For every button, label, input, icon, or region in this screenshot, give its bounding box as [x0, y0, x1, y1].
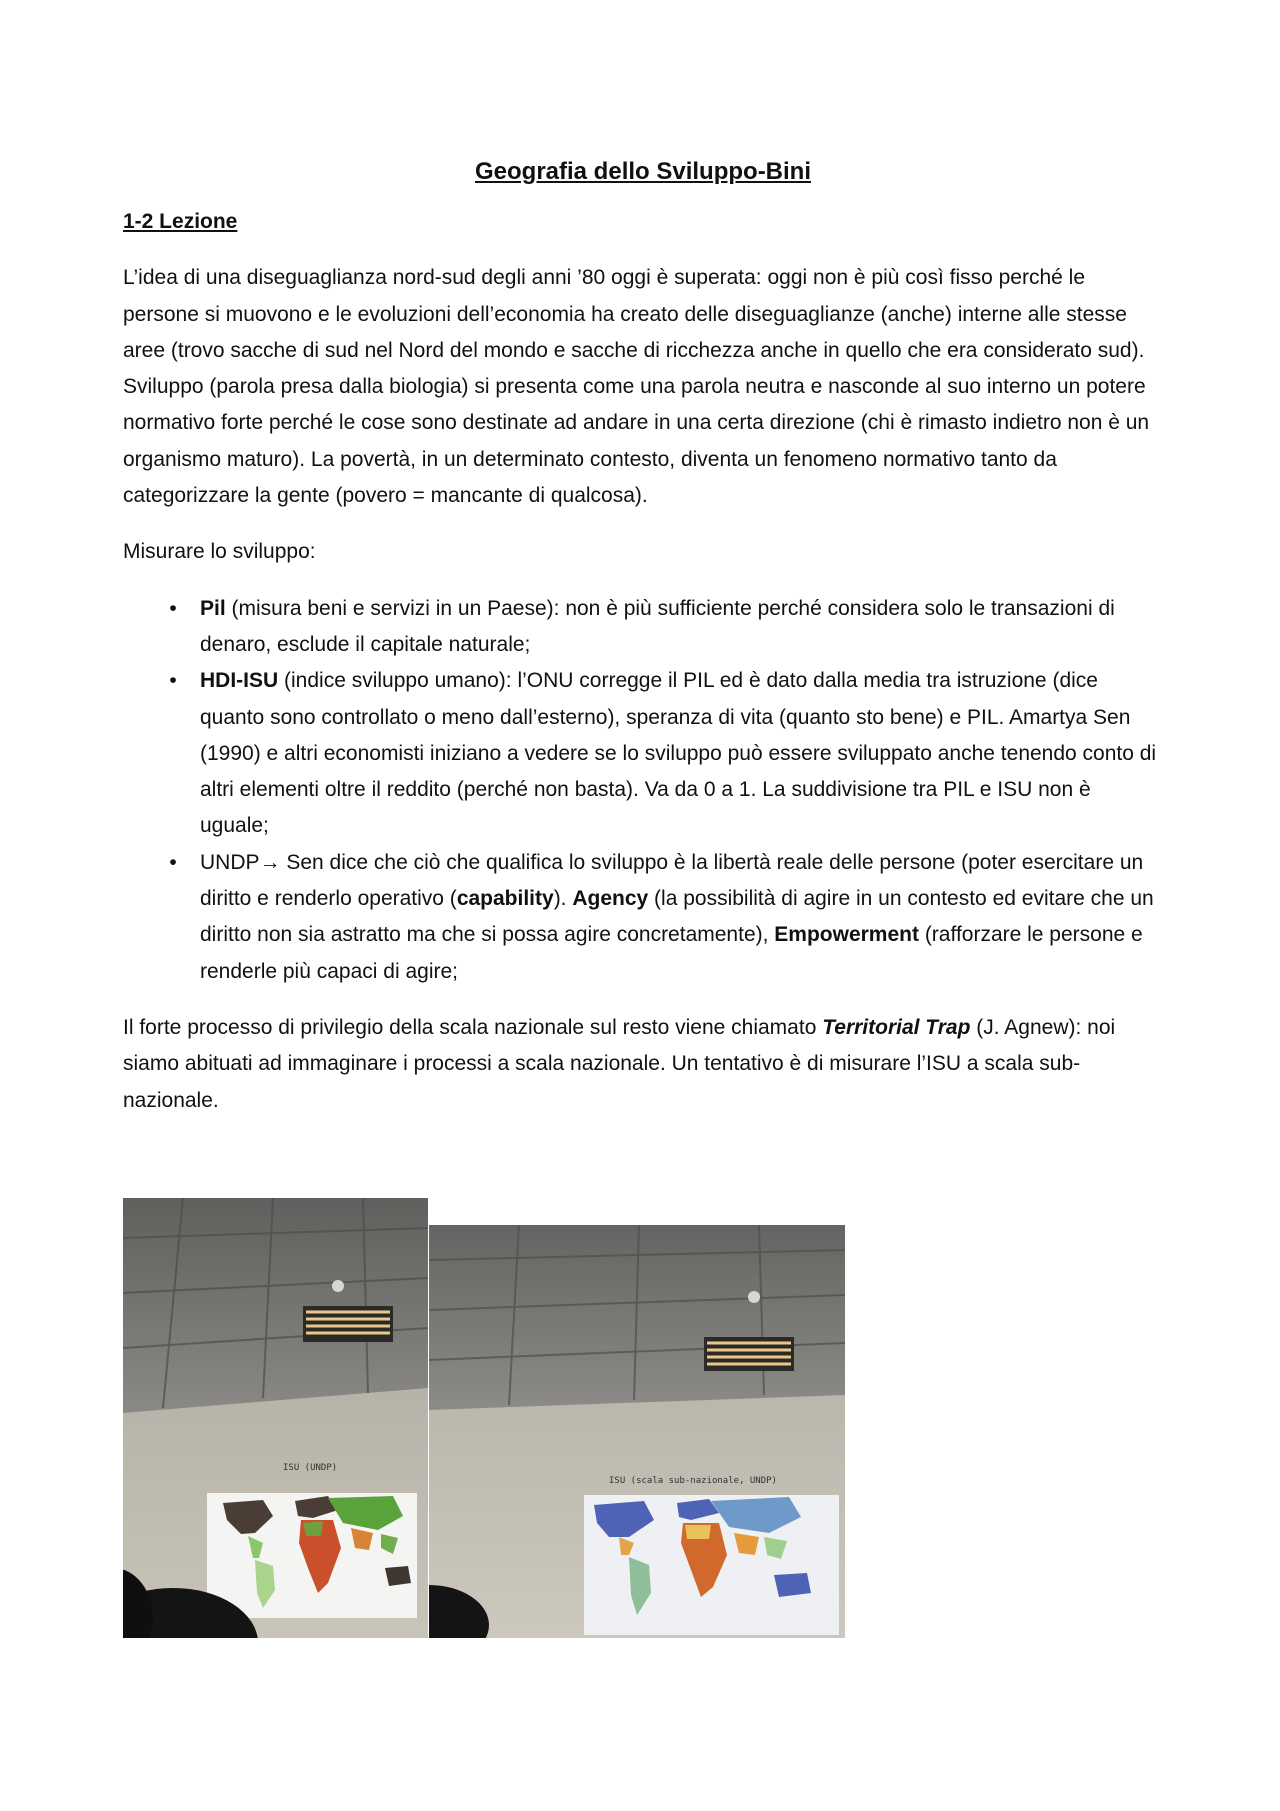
bullet-icon: • — [169, 669, 177, 693]
undp-text-4: (rafforzare le persone e renderle più capaci di agire; — [200, 923, 1143, 983]
list-item-pil — [123, 591, 1163, 664]
trap-text-after: (J. Agnew): noi siamo abituati ad immaginare i processi a scala nazionale. Un tentativo è di misurare l’ISU a scala sub-nazionale. — [123, 1015, 1116, 1112]
list-item-undp — [123, 845, 1163, 990]
measure-intro: Misurare lo sviluppo: — [123, 540, 316, 564]
arrow-right-icon: → — [259, 850, 281, 874]
left-photo-caption: ISU (UNDP) — [283, 1463, 338, 1473]
term-capability: capability — [456, 887, 554, 911]
term-hdi-isu: HDI-ISU — [200, 669, 279, 693]
territorial-trap-paragraph — [123, 1010, 1163, 1119]
term-pil: Pil — [200, 596, 226, 620]
trap-text-before: Il forte processo di privilegio della scala nazionale sul resto viene chiamato — [123, 1015, 823, 1039]
undp-text-2: ). — [553, 887, 573, 911]
intro-paragraph: L’idea di una diseguaglianza nord-sud degli anni ’80 oggi è superata: oggi non è più così fisso perché le persone si muovono e le evoluzioni dell’economia ha creato delle diseguaglianze (anche) interne alle stesse aree (trovo sacche di sud nel Nord del mondo e sacche di ricchezza anche in quello che era considerato sud). Sviluppo (parola presa dalla biologia) si presenta come una parola neutra e nasconde al suo interno un potere normativo forte perché le cose sono destinate ad andare in una certa direzione (chi è rimasto indietro non è un organismo maturo). La povertà, in un determinato contesto, diventa un fenomeno normativo tanto da categorizzare la gente (povero = mancante di qualcosa). — [123, 266, 1150, 508]
undp-text-3: (la possibilità di agire in un contesto ed evitare che un diritto non sia astratto ma che si possa agire concretamente), — [200, 887, 1154, 947]
right-photo-caption: ISU (scala sub-nazionale, UNDP) — [609, 1476, 777, 1486]
section-heading: 1-2 Lezione — [123, 210, 238, 233]
undp-text-1: Sen dice che ciò che qualifica lo sviluppo è la libertà reale delle persone (poter esercitare un diritto e renderlo operativo ( — [200, 850, 1144, 911]
undp-lead: UNDP — [200, 850, 260, 874]
term-territorial-trap: Territorial Trap — [822, 1015, 971, 1039]
document-body — [123, 150, 1163, 1139]
term-agency: Agency — [572, 887, 649, 911]
bullet-list — [123, 591, 1163, 990]
photo-isu-national — [123, 1198, 428, 1638]
bullet-icon: • — [169, 596, 177, 620]
pil-text: (misura beni e servizi in un Paese): non è più sufficiente perché considera solo le transazioni di denaro, esclude il capitale naturale; — [200, 596, 1115, 656]
bullet-icon: • — [169, 850, 177, 874]
list-item-hdi — [123, 663, 1163, 844]
document-title: Geografia dello Sviluppo-Bini — [474, 158, 812, 185]
hdi-text: (indice sviluppo umano): l’ONU corregge il PIL ed è dato dalla media tra istruzione (dice quanto sono controllato o meno dall’esterno), speranza di vita (quanto sto bene) e PIL. Amartya Sen (1990) e altri economisti iniziano a vedere se lo sviluppo può essere sviluppato anche tenendo conto di altri elementi oltre il reddito (perché non basta). Va da 0 a 1. La suddivisione tra PIL e ISU non è uguale; — [200, 669, 1157, 838]
photo-isu-subnational — [429, 1225, 845, 1638]
term-empowerment: Empowerment — [774, 923, 919, 947]
